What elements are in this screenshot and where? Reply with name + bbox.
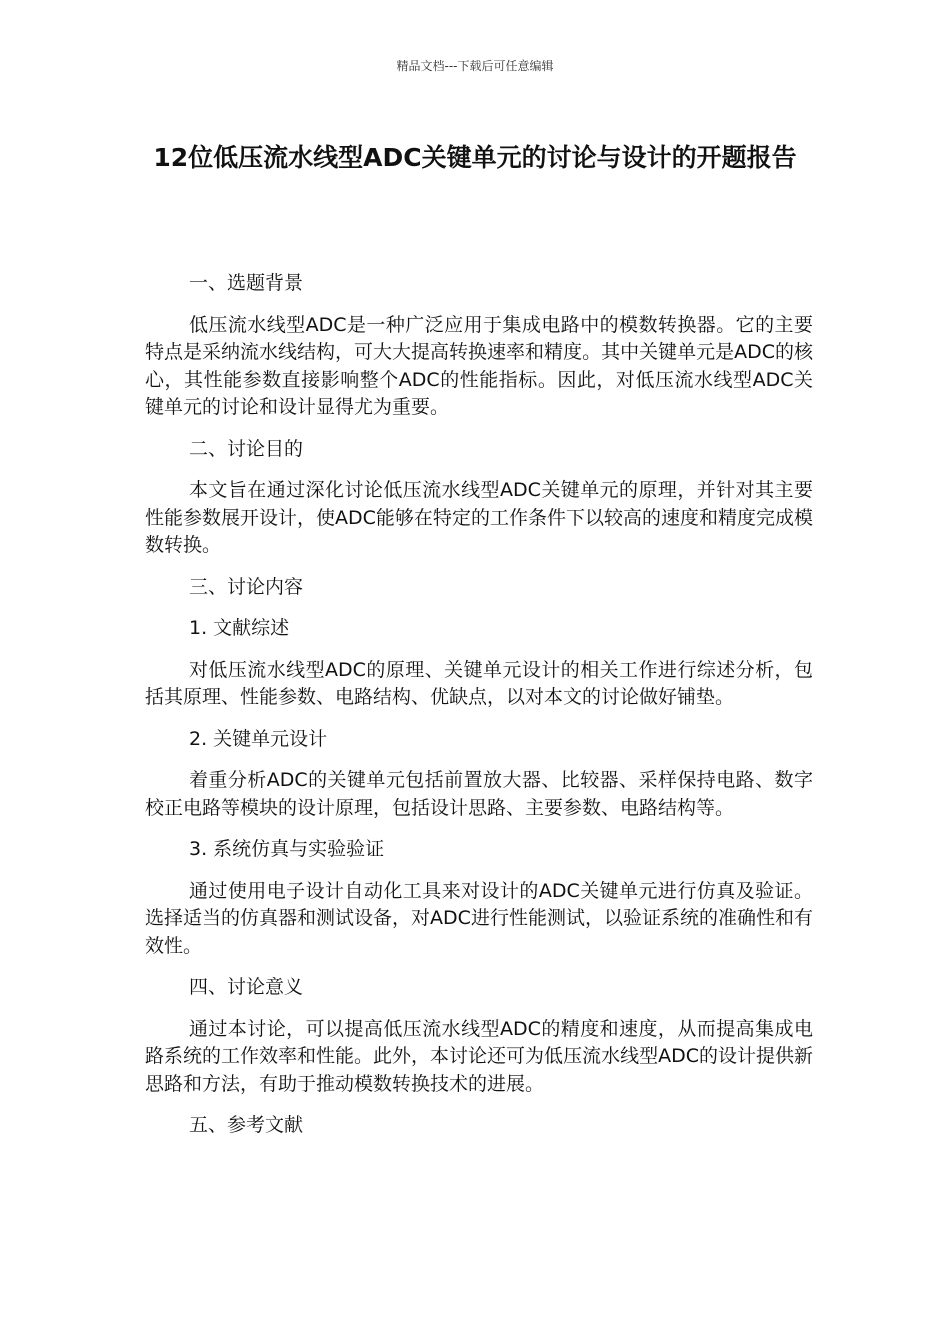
subheading-literature-review: 1. 文献综述 <box>189 617 290 639</box>
section-heading-content: 三、讨论内容 <box>189 575 304 598</box>
page-header: 精品文档---下载后可任意编辑 <box>396 59 554 73</box>
section-heading-purpose: 二、讨论目的 <box>189 437 304 460</box>
paragraph-key-unit-design: 着重分析ADC的关键单元包括前置放大器、比较器、采样保持电路、数字校正电路等模块的设计原理，包括设计思路、主要参数、电路结构等。 <box>145 769 813 819</box>
section-heading-background: 一、选题背景 <box>189 272 304 294</box>
section-heading-references: 五、参考文献 <box>189 1114 304 1136</box>
paragraph-literature-review: 对低压流水线型ADC的原理、关键单元设计的相关工作进行综述分析，包括其原理、性能参数、电路结构、优缺点，以对本文的讨论做好铺垫。 <box>145 658 813 708</box>
paragraph-significance: 通过本讨论，可以提高低压流水线型ADC的精度和速度，从而提高集成电路系统的工作效率和性能。此外，本讨论还可为低压流水线型ADC的设计提供新思路和方法，有助于推动模数转换技术的进展。 <box>145 1017 813 1095</box>
paragraph-purpose: 本文旨在通过深化讨论低压流水线型ADC关键单元的原理，并针对其主要性能参数展开设计，使ADC能够在特定的工作条件下以较高的速度和精度完成模数转换。 <box>145 479 813 556</box>
paragraph-simulation: 通过使用电子设计自动化工具来对设计的ADC关键单元进行仿真及验证。选择适当的仿真器和测试设备，对ADC进行性能测试，以验证系统的准确性和有效性。 <box>145 879 813 957</box>
subheading-key-unit-design: 2. 关键单元设计 <box>189 727 328 750</box>
section-heading-significance: 四、讨论意义 <box>189 976 304 998</box>
document-title: 12位低压流水线型ADC关键单元的讨论与设计的开题报告 <box>153 143 797 172</box>
document-body <box>145 270 813 1154</box>
paragraph-background: 低压流水线型ADC是一种广泛应用于集成电路中的模数转换器。它的主要特点是采纳流水线结构，可大大提高转换速率和精度。其中关键单元是ADC的核心，其性能参数直接影响整个ADC的性能指标。因此，对低压流水线型ADC关键单元的讨论和设计显得尤为重要。 <box>145 313 813 418</box>
subheading-simulation: 3. 系统仿真与实验验证 <box>189 838 385 860</box>
